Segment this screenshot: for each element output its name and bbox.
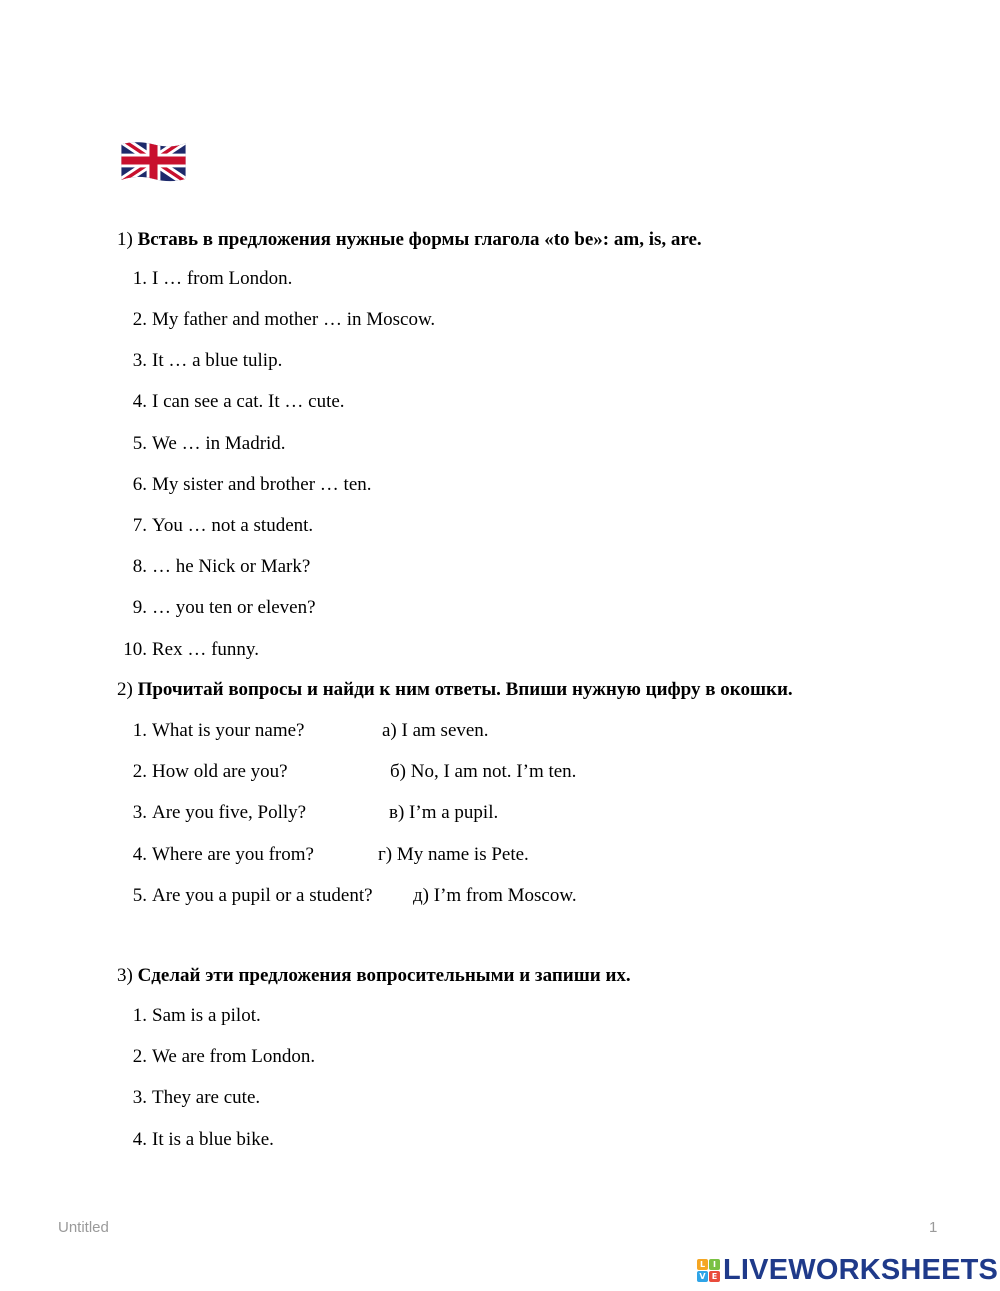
item-text: Rex … funny.: [152, 639, 259, 660]
item-number: 1.: [132, 268, 147, 289]
item-number: 2.: [132, 1046, 147, 1067]
footer-doc-title: Untitled: [58, 1219, 109, 1236]
item-number: 3.: [132, 350, 147, 371]
item-number: 1.: [132, 720, 147, 741]
item-text: I can see a cat. It … cute.: [152, 391, 345, 412]
item-answer: д) I’m from Moscow.: [413, 885, 577, 906]
item-number: 4.: [132, 1129, 147, 1150]
logo-letter-e: E: [709, 1271, 720, 1282]
liveworksheets-logo-text: LIVEWORKSHEETS: [723, 1253, 999, 1286]
section-3-heading: [117, 965, 631, 987]
item-number: 3.: [132, 1087, 147, 1108]
item-text: I … from London.: [152, 268, 293, 289]
section-2-heading: [117, 679, 793, 701]
footer-page-number: 1: [929, 1219, 938, 1236]
item-number: 2.: [132, 309, 147, 330]
section-1-number: 1): [117, 229, 133, 250]
item-text: They are cute.: [152, 1087, 261, 1108]
item-text: My sister and brother … ten.: [152, 474, 372, 495]
item-text: We are from London.: [152, 1046, 316, 1067]
item-question: How old are you?: [152, 761, 288, 782]
item-number: 4.: [132, 391, 147, 412]
item-answer: а) I am seven.: [382, 720, 489, 741]
section-3-title: Сделай эти предложения вопросительными и запиши их.: [137, 965, 631, 986]
section-1-title: Вставь в предложения нужные формы глагола «to be»: am, is, are.: [137, 229, 702, 250]
item-text: … you ten or eleven?: [152, 597, 316, 618]
section-1-heading: [117, 229, 702, 251]
section-3-number: 3): [117, 965, 133, 986]
logo-letter-v: V: [697, 1271, 708, 1282]
item-text: Sam is a pilot.: [152, 1005, 261, 1026]
item-number: 2.: [132, 761, 147, 782]
liveworksheets-logo[interactable]: [697, 1253, 998, 1287]
item-question: Are you a pupil or a student?: [152, 885, 373, 906]
uk-flag-icon: [119, 135, 188, 186]
item-number: 6.: [132, 474, 147, 495]
item-number: 5.: [132, 433, 147, 454]
item-number: 5.: [132, 885, 147, 906]
item-number: 9.: [132, 597, 147, 618]
logo-letter-l: L: [697, 1259, 708, 1270]
item-text: … he Nick or Mark?: [152, 556, 311, 577]
item-text: It is a blue bike.: [152, 1129, 274, 1150]
item-number: 8.: [132, 556, 147, 577]
item-number: 3.: [132, 802, 147, 823]
item-question: What is your name?: [152, 720, 305, 741]
section-2-number: 2): [117, 679, 133, 700]
item-answer: г) My name is Pete.: [378, 844, 529, 865]
item-answer: б) No, I am not. I’m ten.: [390, 761, 577, 782]
item-text: We … in Madrid.: [152, 433, 286, 454]
item-number: 1.: [132, 1005, 147, 1026]
item-question: Where are you from?: [152, 844, 314, 865]
item-text: It … a blue tulip.: [152, 350, 283, 371]
item-number: 4.: [132, 844, 147, 865]
item-number: 10.: [123, 639, 147, 660]
item-text: You … not a student.: [152, 515, 314, 536]
item-number: 7.: [132, 515, 147, 536]
item-question: Are you five, Polly?: [152, 802, 307, 823]
liveworksheets-logo-icon: [697, 1259, 720, 1282]
item-answer: в) I’m a pupil.: [389, 802, 499, 823]
section-2-title: Прочитай вопросы и найди к ним ответы. Впиши нужную цифру в окошки.: [137, 679, 793, 700]
item-text: My father and mother … in Moscow.: [152, 309, 436, 330]
logo-letter-i: I: [709, 1259, 720, 1270]
